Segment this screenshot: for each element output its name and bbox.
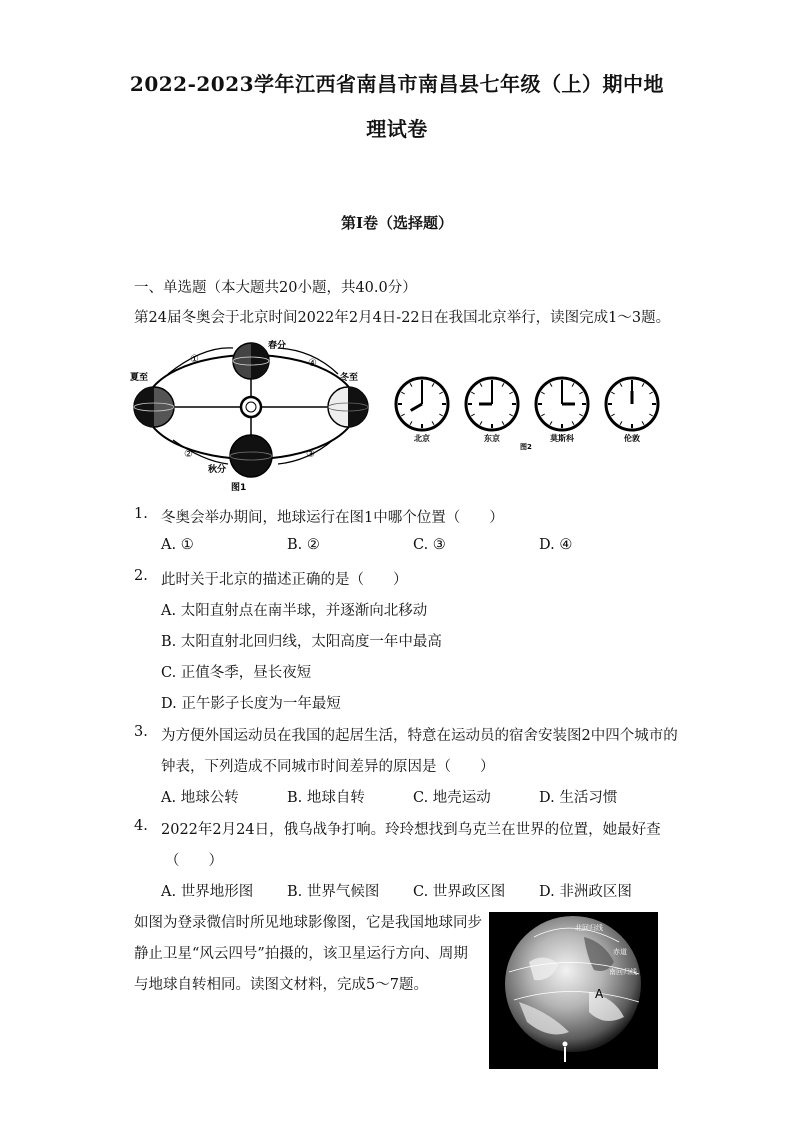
earth-autumn-icon bbox=[230, 435, 272, 477]
clock-3 bbox=[536, 378, 588, 443]
intro-5-7-line3: 与地球自转相同。读图文材料，完成5～7题。 bbox=[134, 977, 428, 993]
q2-option-b[interactable]: B. 太阳直射北回归线，太阳高度一年中最高 bbox=[161, 634, 442, 650]
arc-label-1: ① bbox=[190, 354, 199, 365]
label-spring: 春分 bbox=[268, 341, 287, 351]
q3-option-b[interactable]: B. 地球自转 bbox=[287, 790, 365, 806]
page-title-line1: 2022-2023学年江西省南昌市南昌县七年级（上）期中地 bbox=[129, 72, 665, 96]
q2-option-a[interactable]: A. 太阳直射点在南半球，并逐渐向北移动 bbox=[161, 603, 428, 619]
arc-label-3: ③ bbox=[306, 449, 315, 460]
q3-option-c[interactable]: C. 地壳运动 bbox=[413, 790, 491, 806]
photo-label-tropic-cancer: 北回归线 bbox=[575, 924, 603, 932]
q4-text-line2: （ ） bbox=[165, 853, 223, 869]
label-summer: 夏至 bbox=[130, 373, 149, 383]
earth-satellite-image bbox=[489, 912, 658, 1069]
figure2-clocks bbox=[392, 376, 664, 452]
photo-label-tropic-capricorn: 南回归线 bbox=[609, 968, 637, 976]
q4-option-d[interactable]: D. 非洲政区图 bbox=[539, 884, 632, 900]
intro-5-7-line2: 静止卫星“风云四号”拍摄的，该卫星运行方向、周期 bbox=[134, 946, 468, 962]
figure1-orbit-diagram bbox=[128, 336, 378, 494]
intro-5-7-line1: 如图为登录微信时所见地球影像图，它是我国地球同步 bbox=[134, 915, 482, 931]
figure1-label: 图1 bbox=[231, 483, 247, 493]
q1-option-d[interactable]: D. ④ bbox=[539, 537, 573, 553]
q1-number: 1. bbox=[134, 506, 148, 522]
q1-option-c[interactable]: C. ③ bbox=[413, 537, 446, 553]
arc-label-4: ④ bbox=[308, 358, 317, 369]
q4-option-b[interactable]: B. 世界气候图 bbox=[287, 884, 380, 900]
page-title-line2: 理试卷 bbox=[366, 117, 428, 141]
q1-option-b[interactable]: B. ② bbox=[287, 537, 320, 553]
q3-number: 3. bbox=[134, 724, 148, 740]
q4-option-a[interactable]: A. 世界地形图 bbox=[161, 884, 254, 900]
clock-city-label: 莫斯科 bbox=[550, 434, 574, 443]
q2-option-d[interactable]: D. 正午影子长度为一年最短 bbox=[161, 696, 341, 712]
q2-number: 2. bbox=[134, 568, 148, 584]
q3-option-a[interactable]: A. 地球公转 bbox=[161, 790, 239, 806]
figure2-label: 图2 bbox=[520, 443, 532, 451]
q2-option-c[interactable]: C. 正值冬季，昼长夜短 bbox=[161, 665, 312, 681]
clock-city-label: 伦敦 bbox=[624, 434, 640, 443]
clock-4 bbox=[606, 378, 658, 443]
q4-number: 4. bbox=[134, 818, 148, 834]
part-heading: 一、单选题（本大题共20小题，共40.0分） bbox=[134, 280, 417, 296]
label-winter: 冬至 bbox=[340, 373, 359, 383]
clock-city-label: 东京 bbox=[484, 434, 500, 443]
q4-text-line1: 2022年2月24日，俄乌战争打响。玲玲想找到乌克兰在世界的位置，她最好查 bbox=[161, 822, 661, 838]
q1-option-a[interactable]: A. ① bbox=[161, 537, 194, 553]
q1-text: 冬奥会举办期间，地球运行在图1中哪个位置（ ） bbox=[161, 510, 504, 526]
photo-label-equator: 赤道 bbox=[613, 948, 627, 956]
section-title: 第I卷（选择题） bbox=[340, 214, 454, 232]
arc-label-2: ② bbox=[184, 449, 193, 460]
label-autumn: 秋分 bbox=[208, 465, 227, 475]
q3-text-line1: 为方便外国运动员在我国的起居生活，特意在运动员的宿舍安装图2中四个城市的 bbox=[161, 728, 678, 744]
clock-2 bbox=[466, 378, 518, 443]
q3-text-line2: 钟表，下列造成不同城市时间差异的原因是（ ） bbox=[161, 759, 495, 775]
photo-label-a: A bbox=[595, 987, 604, 1001]
clock-1 bbox=[396, 378, 448, 443]
q3-option-d[interactable]: D. 生活习惯 bbox=[539, 790, 618, 806]
q4-option-c[interactable]: C. 世界政区图 bbox=[413, 884, 506, 900]
clock-city-label: 北京 bbox=[414, 434, 430, 443]
q2-text: 此时关于北京的描述正确的是（ ） bbox=[161, 572, 408, 588]
intro-questions-1-3: 第24届冬奥会于北京时间2022年2月4日-22日在我国北京举行，读图完成1～3题。 bbox=[134, 310, 671, 326]
